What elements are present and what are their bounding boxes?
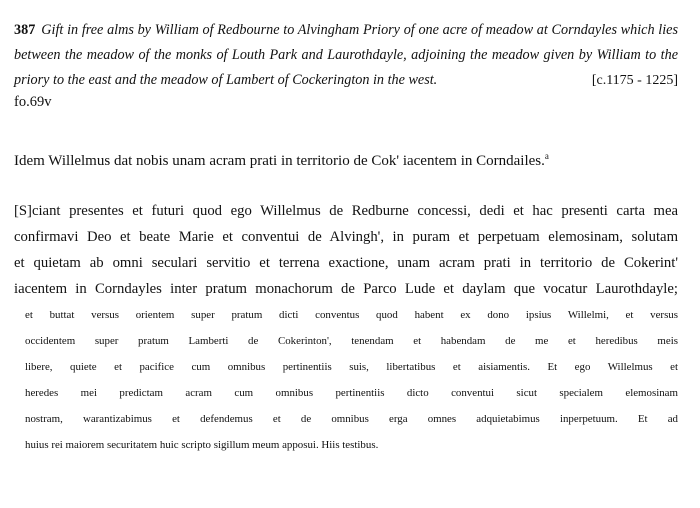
charter-line: huius rei maiorem securitatem huic scripto sigillum meum apposui. Hiis testibus. — [25, 439, 379, 451]
document-page — [14, 18, 678, 458]
charter-line: et buttat versus orientem super pratum dicti conventus quod habent ex dono ipsius Willelmi, et versus — [25, 309, 678, 321]
entry-number: 387 — [14, 22, 36, 38]
charter-line: nostram, warantizabimus et defendemus et de omnibus erga omnes adquietabimus inperpetuum. Et ad — [25, 413, 678, 425]
charter-line: libere, quiete et pacifice cum omnibus pertinentiis suis, libertatibus et aisiamentis. Et ego Willelmus et — [25, 361, 678, 373]
folio-reference: fo.69v — [14, 94, 52, 110]
charter-line: heredes mei predictam acram cum omnibus pertinentiis dicto conventui sicut specialem elemosinam — [25, 387, 678, 399]
entry-title: Gift in free alms by William of Redbourne to Alvingham Priory of one acre of meadow at Corndayles which lies between the meadow of the monks of Louth Park and Laurothdayle, adjoining the meadow given by William to the priory to the east and the meadow of Lambert of Cockerington in the west. — [14, 22, 678, 88]
charter-line: et quietam ab omni seculari servitio et terrena exactione, unam acram prati in territorio de Cokerint' — [14, 255, 678, 271]
charter-line: [S]ciant presentes et futuri quod ego Willelmus de Redburne concessi, dedi et hac presenti carta mea — [14, 203, 678, 219]
rubric-text: Idem Willelmus dat nobis unam acram prati in territorio de Cok' iacentem in Corndailes. — [14, 153, 545, 169]
charter-line: occidentem super pratum Lamberti de Cokerinton', tenendam et habendam de me et heredibus meis — [25, 335, 678, 347]
entry-heading — [14, 18, 678, 93]
rubric — [14, 145, 678, 172]
footnote-marker: a — [544, 151, 549, 161]
charter-line: iacentem in Corndayles inter pratum monachorum de Parco Lude et daylam que vocatur Laurothdayle; — [14, 281, 678, 297]
entry-date: [c.1175 - 1225] — [591, 73, 678, 88]
charter-line: confirmavi Deo et beate Marie et conventui de Alvingh', in puram et perpetuam elemosinam, solutam — [14, 229, 678, 245]
charter-text — [14, 198, 678, 458]
